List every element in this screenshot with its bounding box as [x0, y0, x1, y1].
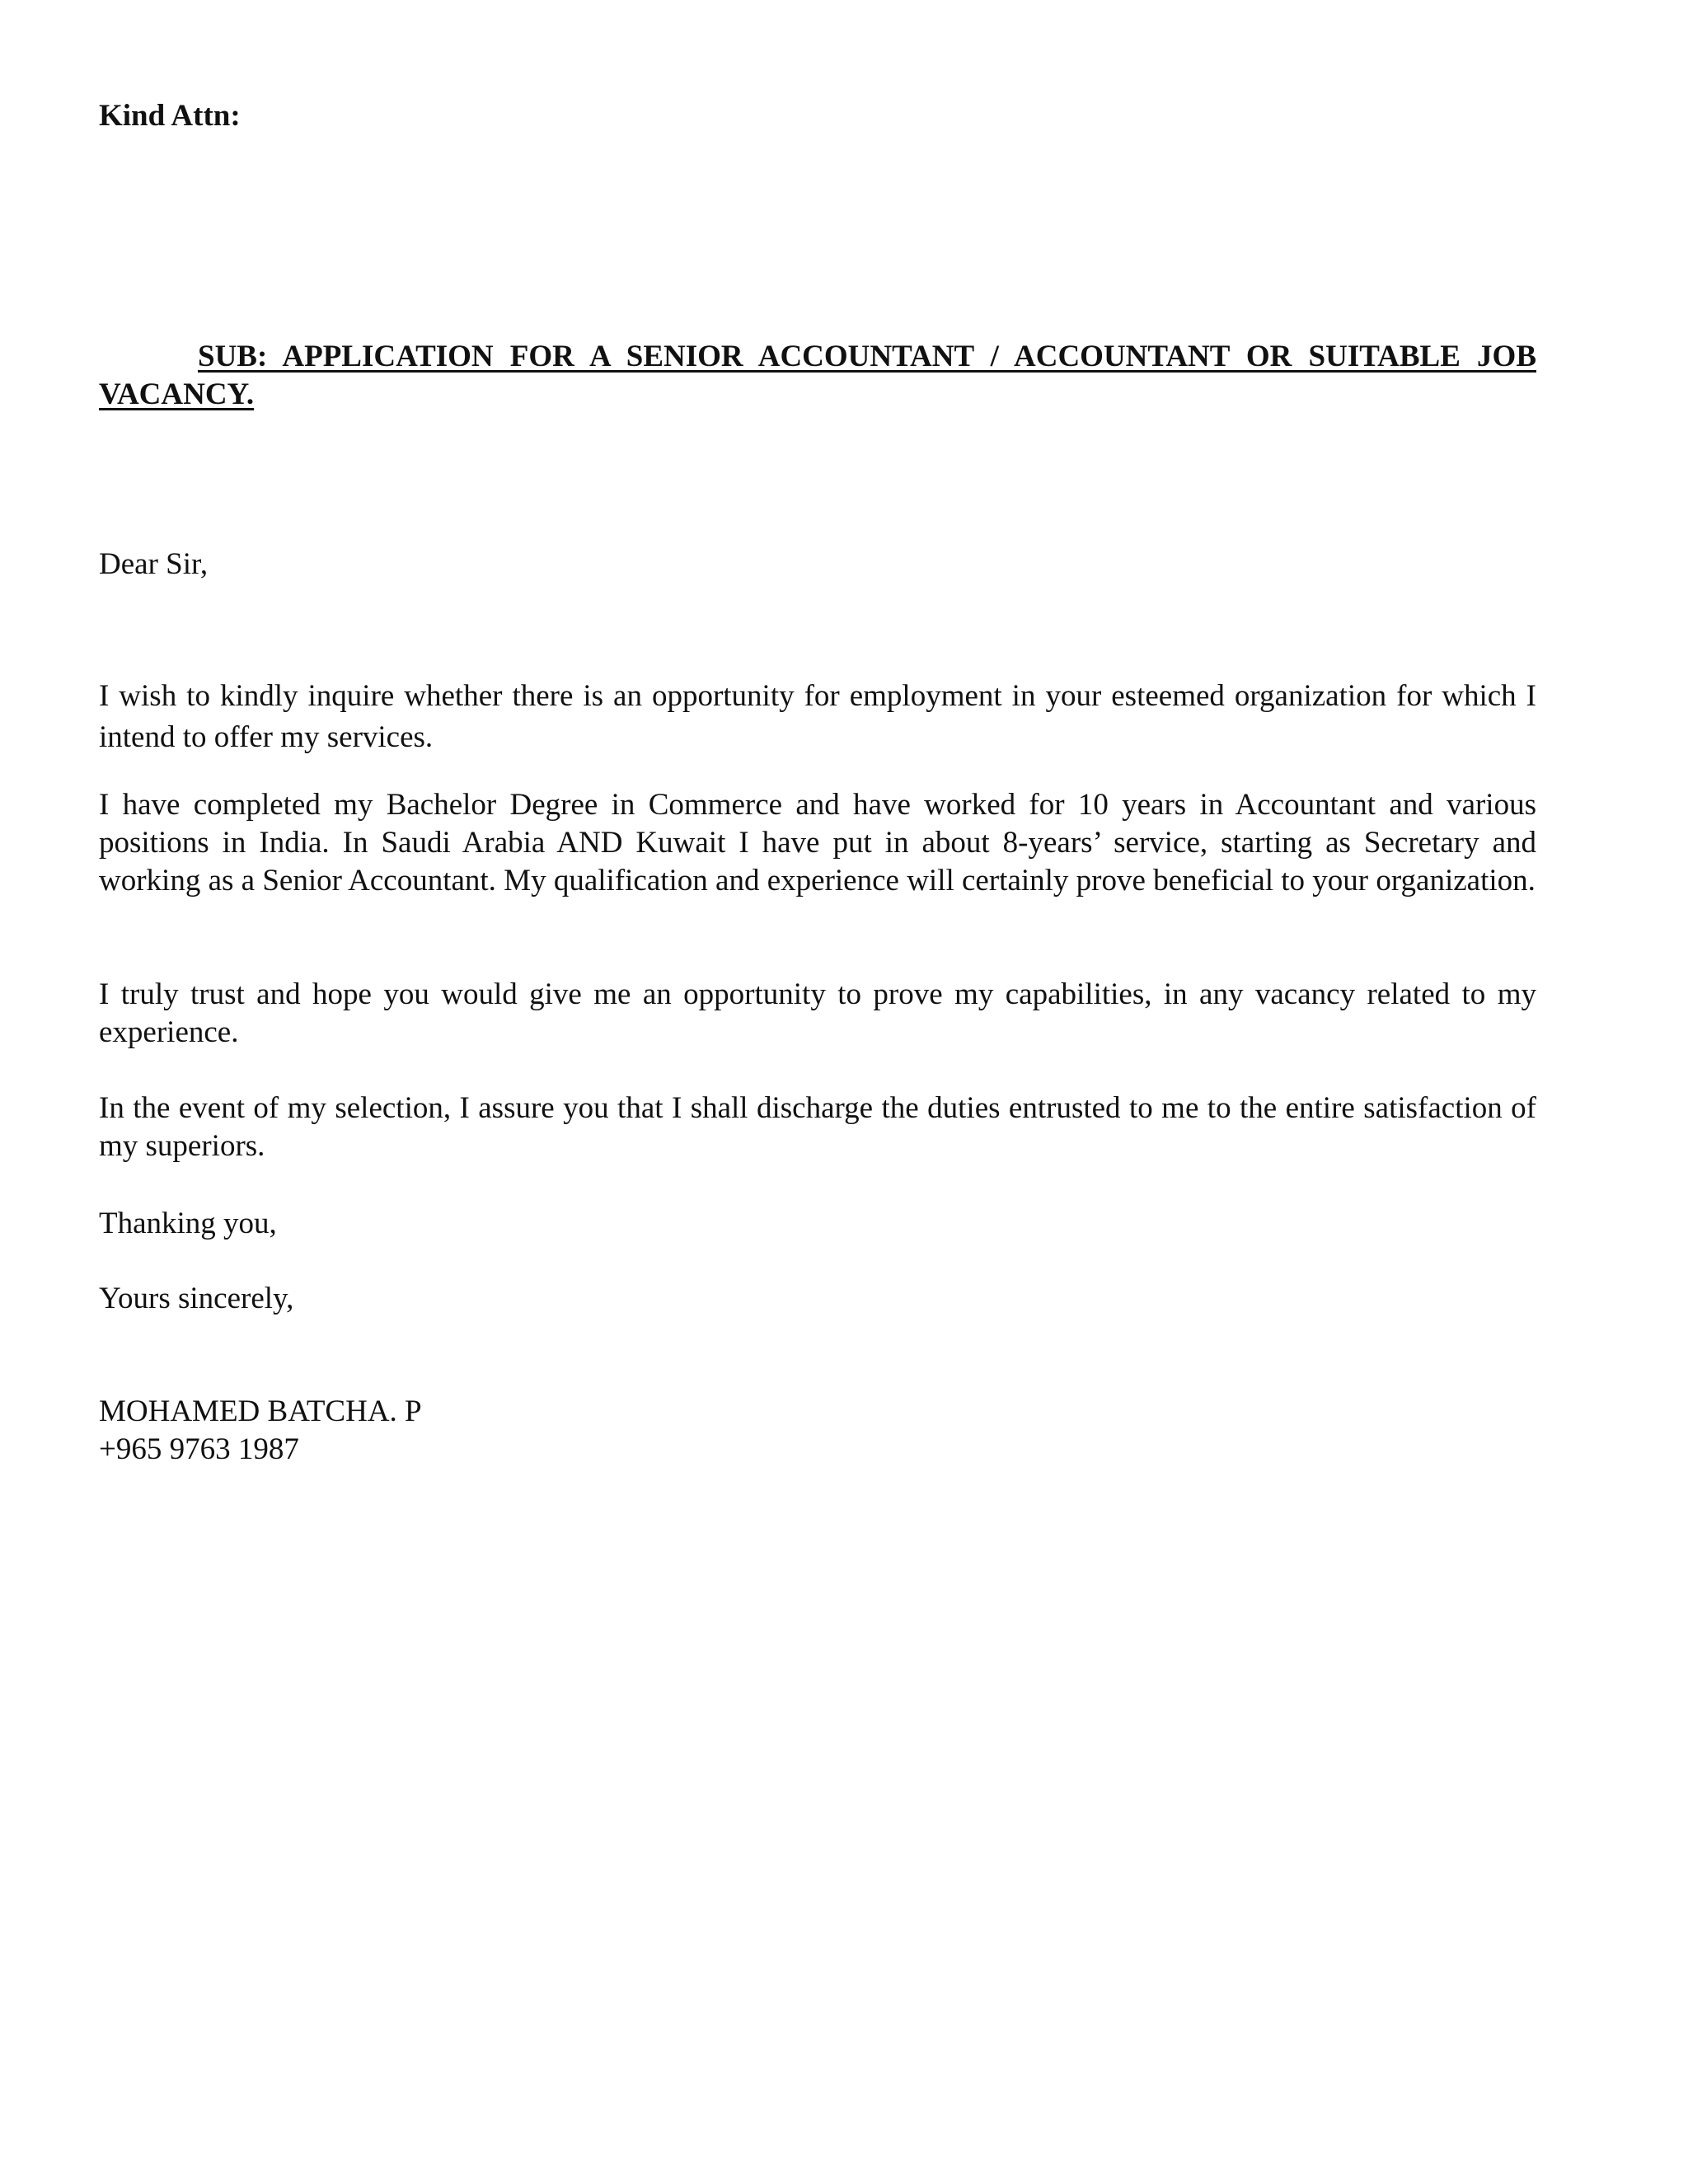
closing-thanks: Thanking you,	[99, 1207, 277, 1240]
paragraph-experience: I have completed my Bachelor Degree in Commerce and have worked for 10 years in Accountant and various positions in India. In Saudi Arabia AND Kuwait I have put in about 8-years’ service, starting as Secretary and working as a Senior Accountant. My qualification and experience will certainly prove beneficial to your organization.	[99, 788, 1536, 898]
paragraph-inquiry: I wish to kindly inquire whether there is an opportunity for employment in your esteemed organization for which I intend to offer my services.	[99, 679, 1536, 754]
subject-line: SUB: APPLICATION FOR A SENIOR ACCOUNTANT / ACCOUNTANT OR SUITABLE JOB VACANCY.	[99, 340, 1536, 411]
sender-name: MOHAMED BATCHA. P	[99, 1394, 422, 1428]
paragraph-assurance: In the event of my selection, I assure you that I shall discharge the duties entrusted to me to the entire satisfaction of my superiors.	[99, 1091, 1536, 1163]
sender-phone: +965 9763 1987	[99, 1432, 299, 1466]
salutation: Dear Sir,	[99, 547, 209, 581]
attention-line: Kind Attn:	[99, 99, 241, 133]
paragraph-request: I truly trust and hope you would give me an opportunity to prove my capabilities, in any vacancy related to my experience.	[99, 977, 1536, 1049]
closing-signoff: Yours sincerely,	[99, 1282, 294, 1315]
